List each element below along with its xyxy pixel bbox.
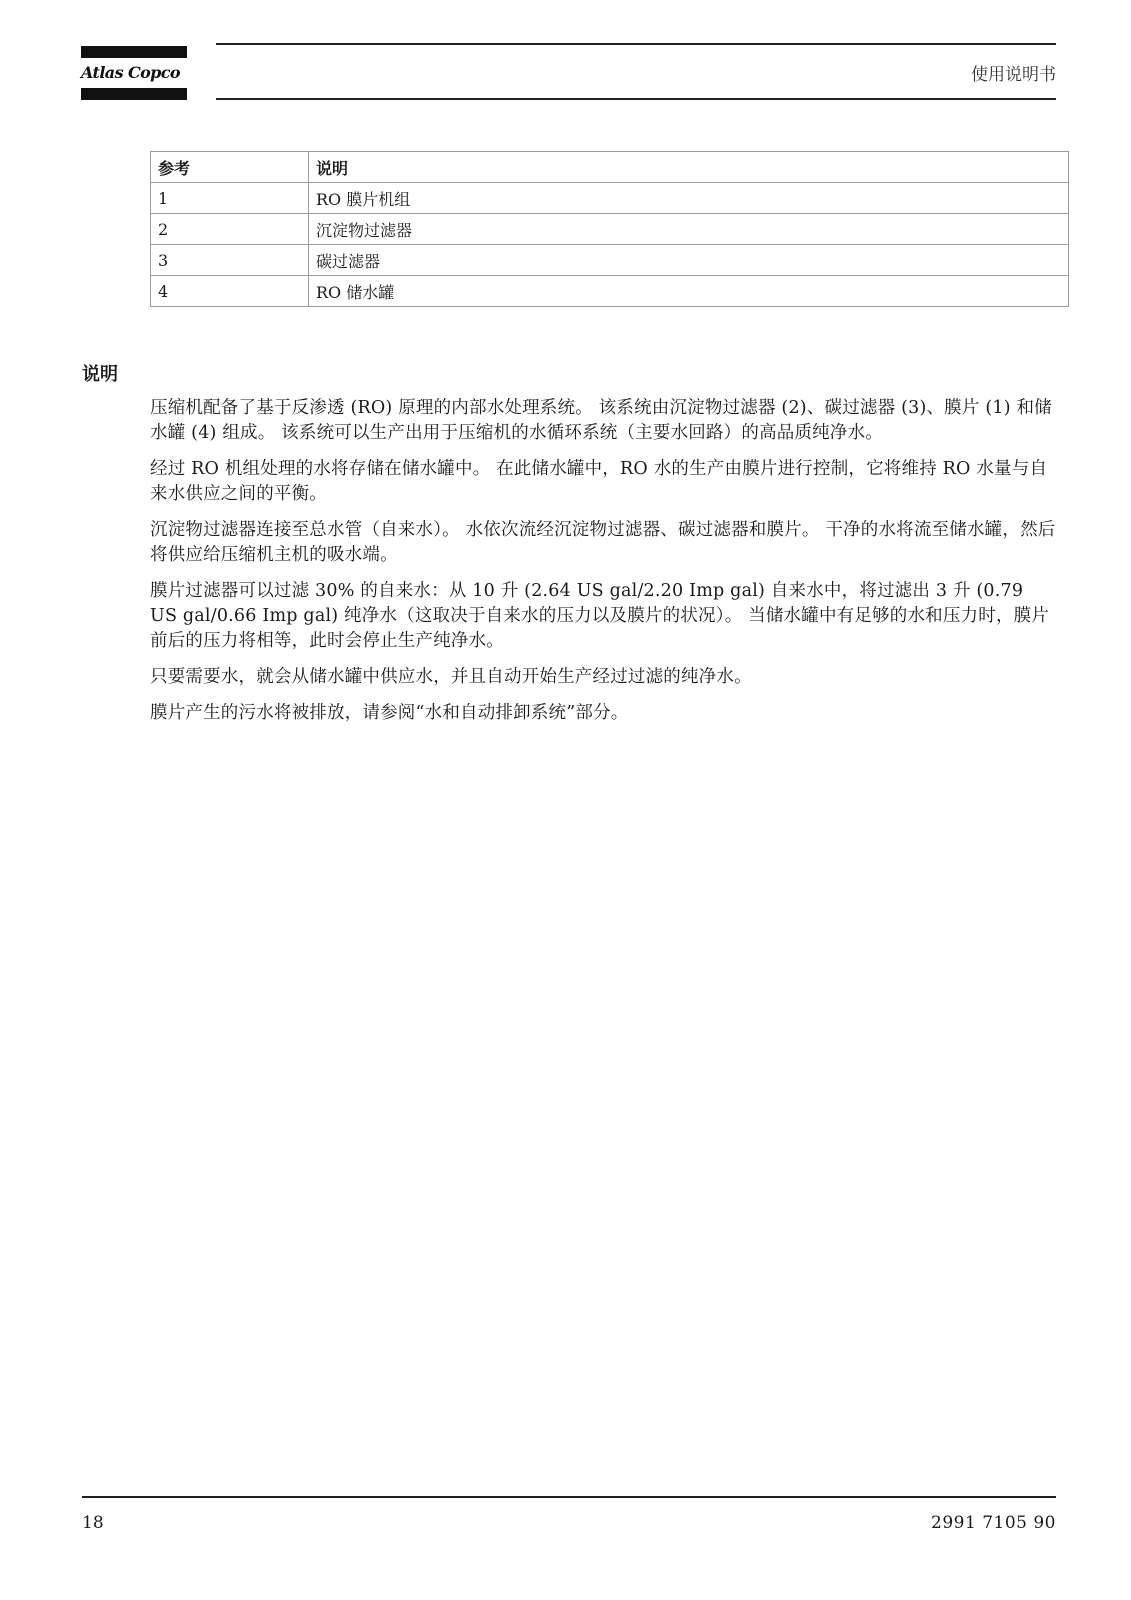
column-header-description: 说明 — [309, 152, 1069, 183]
document-number: 2991 7105 90 — [931, 1513, 1056, 1533]
logo-text: Atlas Copco — [81, 63, 180, 82]
reference-cell: 1 — [151, 183, 309, 214]
reference-table — [150, 151, 1069, 307]
column-header-reference: 参考 — [151, 152, 309, 183]
paragraph: 压缩机配备了基于反渗透 (RO) 原理的内部水处理系统。 该系统由沉淀物过滤器 (2)、碳过滤器 (3)、膜片 (1) 和储水罐 (4) 组成。 该系统可以生产出用于压缩机的水循环系统（主要水回路）的高品质纯净水。 — [150, 398, 1052, 443]
page-number: 18 — [82, 1513, 104, 1533]
document-type-title: 使用说明书 — [971, 65, 1056, 85]
paragraph: 膜片过滤器可以过滤 30% 的自来水：从 10 升 (2.64 US gal/2.20 Imp gal) 自来水中，将过滤出 3 升 (0.79 US gal/0.66 Imp gal) 纯净水（这取决于自来水的压力以及膜片的状况）。 当储水罐中有足够的水和压力时，膜片前后的压力将相等，此时会停止生产纯净水。 — [150, 581, 1050, 651]
description-cell: 沉淀物过滤器 — [309, 214, 1069, 245]
table-row — [151, 183, 1069, 214]
reference-cell: 3 — [151, 245, 309, 276]
table-row — [151, 245, 1069, 276]
reference-cell: 4 — [151, 276, 309, 307]
description-cell: RO 膜片机组 — [309, 183, 1069, 214]
header-rule-top — [216, 43, 1056, 45]
paragraph: 只要需要水，就会从储水罐中供应水，并且自动开始生产经过过滤的纯净水。 — [150, 667, 752, 687]
paragraph: 沉淀物过滤器连接至总水管（自来水）。 水依次流经沉淀物过滤器、碳过滤器和膜片。 干净的水将流至储水罐，然后将供应给压缩机主机的吸水端。 — [150, 520, 1056, 565]
reference-cell: 2 — [151, 214, 309, 245]
table-row — [151, 214, 1069, 245]
description-cell: 碳过滤器 — [309, 245, 1069, 276]
table-header-row — [151, 152, 1069, 183]
paragraph: 经过 RO 机组处理的水将存储在储水罐中。 在此储水罐中，RO 水的生产由膜片进行控制，它将维持 RO 水量与自来水供应之间的平衡。 — [150, 459, 1048, 504]
logo-bar-bottom — [81, 88, 187, 100]
section-body — [150, 396, 1056, 737]
header-rule-bottom — [216, 98, 1056, 100]
table-row — [151, 276, 1069, 307]
description-cell: RO 储水罐 — [309, 276, 1069, 307]
footer-rule — [82, 1496, 1056, 1498]
logo-bar-top — [81, 46, 187, 58]
section-heading: 说明 — [82, 364, 118, 385]
paragraph: 膜片产生的污水将被排放，请参阅“水和自动排卸系统”部分。 — [150, 703, 629, 723]
atlas-copco-logo — [81, 46, 187, 100]
